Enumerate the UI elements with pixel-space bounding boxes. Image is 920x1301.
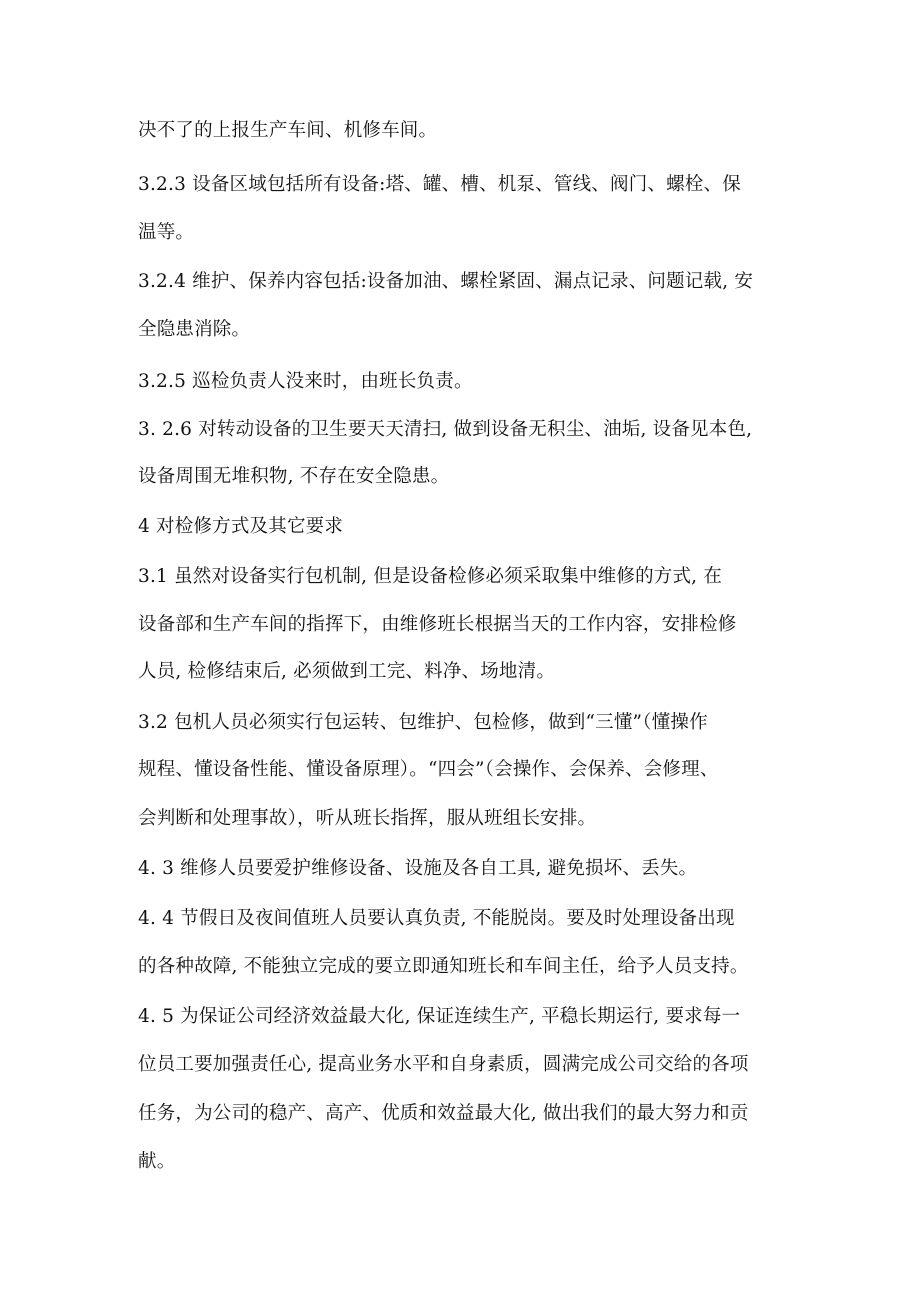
text-line: 3.2.5 巡检负责人没来时，由班长负责。 [138, 371, 473, 392]
text-line: 3. 2.6 对转动设备的卫生要天天清扫, 做到设备无积尘、油垢, 设备见本色, [138, 419, 753, 440]
text-line: 任务，为公司的稳产、高产、优质和效益最大化, 做出我们的最大努力和贡 [138, 1103, 749, 1124]
text-line: 设备部和生产车间的指挥下，由维修班长根据当天的工作内容，安排检修 [138, 614, 737, 635]
text-line: 4. 5 为保证公司经济效益最大化, 保证连续生产, 平稳长期运行, 要求每一 [138, 1006, 741, 1027]
text-line: 献。 [138, 1151, 176, 1172]
text-line: 规程、懂设备性能、懂设备原理）。“四会”（会操作、会保养、会修理、 [138, 759, 719, 780]
text-line: 设备周围无堆积物, 不存在安全隐患。 [138, 466, 450, 487]
text-line: 温等。 [138, 222, 195, 243]
text-line: 会判断和处理事故），听从班长指挥，服从班组长安排。 [138, 808, 597, 829]
text-line: 3.1 虽然对设备实行包机制, 但是设备检修必须采取集中维修的方式, 在 [138, 566, 723, 587]
text-line: 3.2.4 维护、保养内容包括:设备加油、螺栓紧固、漏点记录、问题记载, 安 [138, 271, 754, 292]
section-heading: 4 对检修方式及其它要求 [138, 516, 344, 537]
text-line: 人员, 检修结束后, 必须做到工完、料净、场地清。 [138, 661, 556, 682]
text-line: 4. 4 节假日及夜间值班人员要认真负责, 不能脱岗。要及时处理设备出现 [138, 908, 735, 929]
text-line: 决不了的上报生产车间、机修车间。 [138, 120, 438, 141]
text-line: 4. 3 维修人员要爱护维修设备、设施及各自工具, 避免损坏、丢失。 [138, 858, 698, 879]
text-line: 的各种故障, 不能独立完成的要立即通知班长和车间主任，给予人员支持。 [138, 956, 749, 977]
text-line: 3.2.3 设备区域包括所有设备:塔、罐、槽、机泵、管线、阀门、螺栓、保 [138, 174, 741, 195]
text-line: 3.2 包机人员必须实行包运转、包维护、包检修，做到“三懂”（懂操作 [138, 712, 708, 733]
text-line: 位员工要加强责任心, 提高业务水平和自身素质，圆满完成公司交给的各项 [138, 1054, 749, 1075]
text-line: 全隐患消除。 [138, 319, 251, 340]
